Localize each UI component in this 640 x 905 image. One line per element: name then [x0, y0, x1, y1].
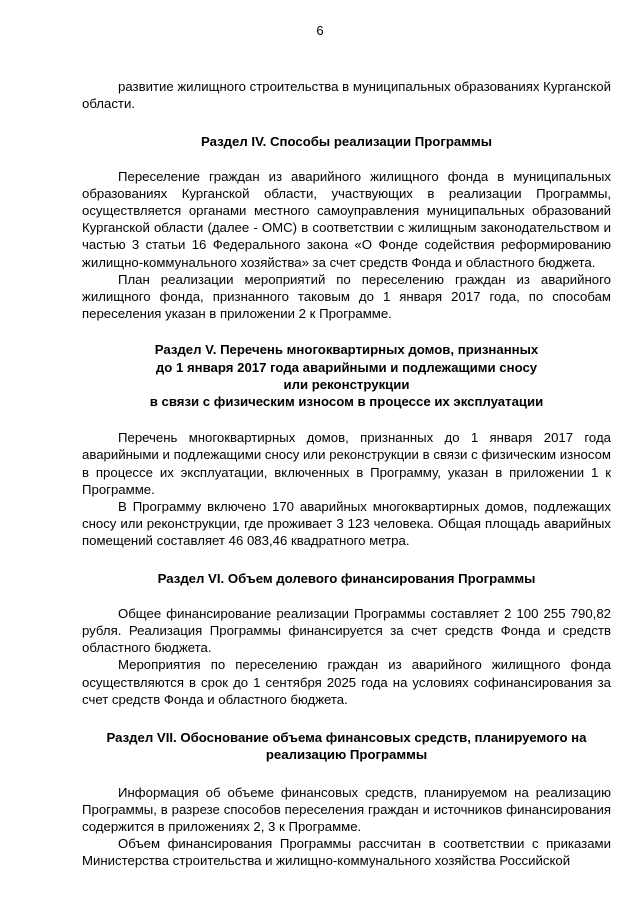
document-body: [82, 78, 611, 870]
section-4-paragraph-2: План реализации мероприятий по переселению граждан из аварийного жилищного фонда, признанного таковым до 1 января 2017 года, по способам переселения указан в приложении 2 к Программе.: [82, 271, 611, 322]
section-7-heading-line: реализацию Программы: [265, 747, 428, 763]
section-7-paragraph-1: Информация об объеме финансовых средств, планируемом на реализацию Программы, в разрезе способов переселения граждан и источников финансирования содержится в приложениях 2, 3 к Программе.: [82, 784, 611, 834]
page-number: 6: [316, 23, 324, 38]
section-5-heading-line: Раздел V. Перечень многоквартирных домов, признанных: [154, 342, 539, 358]
section-6-heading: Раздел VI. Объем долевого финансирования Программы: [157, 570, 536, 586]
section-6-paragraph-1: Общее финансирование реализации Программы составляет 2 100 255 790,82 рубля. Реализация Программы финансируется за счет средств Фонда и средств областного бюджета.: [82, 605, 611, 656]
intro-paragraph: развитие жилищного строительства в муниципальных образованиях Курганской области.: [82, 79, 611, 112]
section-7-heading: [82, 729, 611, 763]
section-7-heading-line: Раздел VII. Обоснование объема финансовых средств, планируемого на: [106, 730, 587, 746]
section-5-heading-line: до 1 января 2017 года аварийными и подлежащими сносу: [155, 359, 538, 375]
section-4-paragraph-1: Переселение граждан из аварийного жилищного фонда в муниципальных образованиях Курганской области, участвующих в реализации Программы, осуществляется органами местного самоуправления муниципальных образований Курганской области (далее - ОМС) в соответствии с жилищным законодательством и частью 3 статьи 16 Федерального закона «О Фонде содействия реформированию жилищно-коммунального хозяйства» за счет средств Фонда и областного бюджета.: [82, 168, 611, 270]
section-5-heading-line: или реконструкции: [283, 376, 410, 392]
section-7-paragraph-2: Объем финансирования Программы рассчитан в соответствии с приказами Министерства строительства и жилищно-коммунального хозяйства Российской: [82, 836, 611, 869]
section-6-paragraph-2: Мероприятия по переселению граждан из аварийного жилищного фонда осуществляются в срок до 1 сентября 2025 года на условиях софинансирования за счет средств Фонда и областного бюджета.: [82, 657, 611, 707]
section-5-paragraph-2: В Программу включено 170 аварийных многоквартирных домов, подлежащих сносу или реконструкции, где проживает 3 123 человека. Общая площадь аварийных помещений составляет 46 083,46 квадратного метра.: [82, 499, 611, 549]
section-5-heading-line: в связи с физическим износом в процессе их эксплуатации: [149, 394, 544, 410]
section-5-paragraph-1: Перечень многоквартирных домов, признанных до 1 января 2017 года аварийными и подлежащими сносу или реконструкции в связи с физическим износом в процессе их эксплуатации, включенных в Программу, указан в приложении 1 к Программе.: [82, 430, 611, 497]
section-5-heading: [82, 341, 611, 410]
section-4-heading: Раздел IV. Способы реализации Программы: [201, 134, 492, 150]
